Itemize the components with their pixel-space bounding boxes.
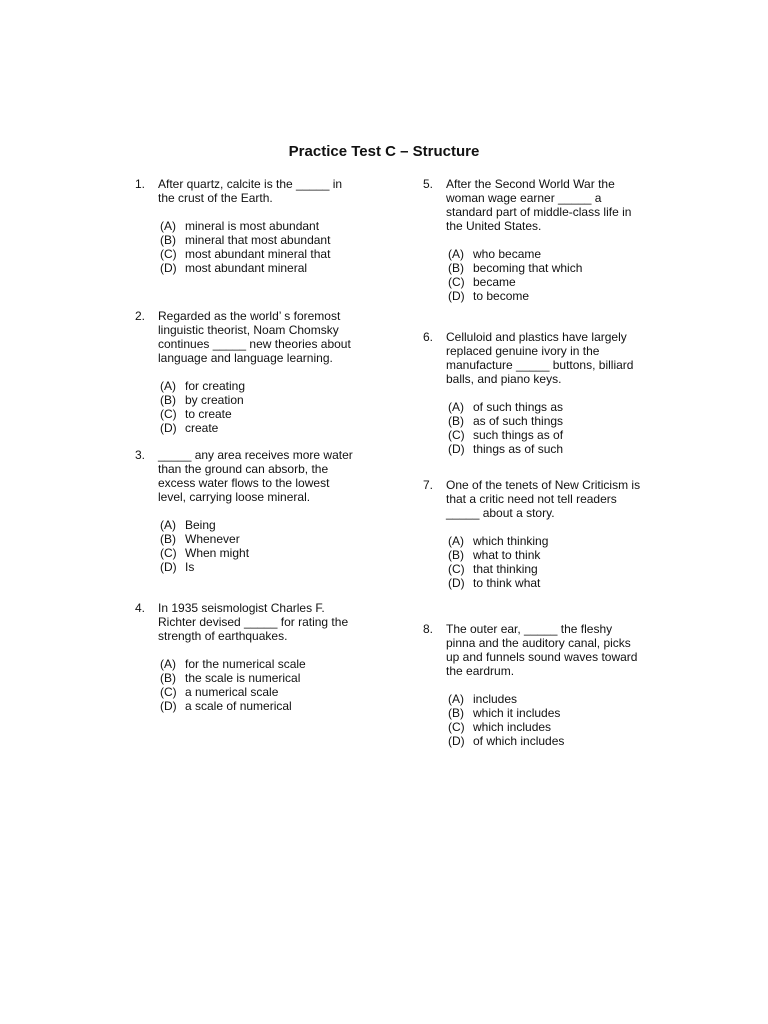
option-text: things as of such — [473, 442, 564, 456]
page-title: Practice Test C – Structure — [288, 143, 480, 160]
right-column — [423, 177, 673, 752]
answer-options — [160, 518, 385, 574]
option-text: of such things as — [473, 400, 564, 414]
answer-option — [160, 379, 385, 393]
option-letter: (B) — [448, 548, 464, 562]
answer-option — [448, 734, 673, 748]
answer-option — [160, 546, 385, 560]
option-letter: (C) — [448, 275, 465, 289]
answer-option — [448, 247, 673, 261]
option-text: for the numerical scale — [185, 657, 306, 671]
option-letter: (C) — [160, 247, 177, 261]
option-text: the scale is numerical — [185, 671, 301, 685]
option-letter: (C) — [448, 428, 465, 442]
question-stem: After quartz, calcite is the _____ in the crust of the Earth. — [158, 177, 343, 205]
answer-options — [448, 400, 673, 456]
answer-option — [448, 414, 673, 428]
answer-option — [160, 421, 385, 435]
option-letter: (B) — [448, 261, 464, 275]
option-text: Is — [185, 560, 195, 574]
question-5 — [423, 177, 673, 330]
option-letter: (B) — [160, 532, 176, 546]
option-letter: (D) — [160, 421, 177, 435]
question-3 — [135, 448, 385, 601]
option-text: includes — [473, 692, 518, 706]
question-stem: Celluloid and plastics have largely replaced genuine ivory in the manufacture _____ buttons, billiard balls, and piano keys. — [446, 330, 634, 386]
option-text: that thinking — [473, 562, 538, 576]
option-letter: (C) — [160, 546, 177, 560]
answer-option — [448, 428, 673, 442]
option-text: which it includes — [473, 706, 561, 720]
option-text: as of such things — [473, 414, 564, 428]
option-letter: (A) — [160, 657, 176, 671]
option-letter: (D) — [448, 442, 465, 456]
answer-options — [160, 379, 385, 435]
question-2 — [135, 309, 385, 448]
question-number: 7. — [423, 478, 434, 492]
option-text: such things as of — [473, 428, 564, 442]
option-letter: (B) — [160, 671, 176, 685]
left-column — [135, 177, 385, 721]
answer-option — [448, 720, 673, 734]
option-letter: (B) — [448, 706, 464, 720]
answer-option — [160, 532, 385, 546]
option-letter: (D) — [160, 261, 177, 275]
answer-option — [448, 548, 673, 562]
answer-option — [160, 393, 385, 407]
option-text: which includes — [473, 720, 552, 734]
option-text: most abundant mineral — [185, 261, 308, 275]
option-letter: (A) — [160, 219, 176, 233]
answer-option — [160, 685, 385, 699]
option-letter: (A) — [160, 379, 176, 393]
answer-option — [160, 247, 385, 261]
question-number: 1. — [135, 177, 146, 191]
answer-options — [160, 657, 385, 713]
question-4 — [135, 601, 385, 721]
question-number: 6. — [423, 330, 434, 344]
option-letter: (D) — [448, 289, 465, 303]
question-1 — [135, 177, 385, 309]
option-letter: (C) — [448, 562, 465, 576]
option-text: When might — [185, 546, 250, 560]
option-letter: (D) — [448, 576, 465, 590]
question-stem: The outer ear, _____ the fleshy pinna and the auditory canal, picks up and funnels sound waves toward the eardrum. — [446, 622, 638, 678]
option-text: mineral that most abundant — [185, 233, 331, 247]
question-number: 4. — [135, 601, 146, 615]
option-letter: (B) — [448, 414, 464, 428]
option-text: create — [185, 421, 219, 435]
question-stem: Regarded as the world’ s foremost linguistic theorist, Noam Chomsky continues _____ new theories about language and language learning. — [158, 309, 351, 365]
option-text: a scale of numerical — [185, 699, 292, 713]
option-text: to become — [473, 289, 530, 303]
answer-option — [448, 275, 673, 289]
option-text: becoming that which — [473, 261, 583, 275]
option-letter: (D) — [448, 734, 465, 748]
answer-option — [448, 562, 673, 576]
option-text: of which includes — [473, 734, 565, 748]
option-text: what to think — [473, 548, 541, 562]
option-text: became — [473, 275, 516, 289]
option-letter: (A) — [448, 534, 464, 548]
answer-option — [448, 442, 673, 456]
answer-options — [448, 534, 673, 590]
answer-option — [160, 407, 385, 421]
option-letter: (C) — [160, 685, 177, 699]
question-number: 3. — [135, 448, 146, 462]
question-stem: In 1935 seismologist Charles F. Richter devised _____ for rating the strength of earthquakes. — [158, 601, 349, 643]
answer-options — [448, 247, 673, 303]
option-letter: (A) — [448, 400, 464, 414]
question-number: 8. — [423, 622, 434, 636]
question-stem: One of the tenets of New Criticism is that a critic need not tell readers _____ about a story. — [446, 478, 641, 520]
answer-option — [448, 692, 673, 706]
answer-option — [160, 699, 385, 713]
answer-option — [160, 560, 385, 574]
option-letter: (A) — [448, 692, 464, 706]
option-letter: (A) — [448, 247, 464, 261]
answer-option — [160, 518, 385, 532]
answer-option — [448, 400, 673, 414]
option-text: to create — [185, 407, 232, 421]
answer-option — [448, 576, 673, 590]
option-text: Whenever — [185, 532, 240, 546]
option-text: which thinking — [473, 534, 549, 548]
answer-option — [448, 534, 673, 548]
question-stem: _____ any area receives more water than the ground can absorb, the excess water flows to the lowest level, carrying loose mineral. — [158, 448, 353, 504]
answer-option — [160, 261, 385, 275]
option-letter: (B) — [160, 393, 176, 407]
question-number: 2. — [135, 309, 146, 323]
answer-option — [448, 289, 673, 303]
answer-options — [160, 219, 385, 275]
option-text: by creation — [185, 393, 244, 407]
answer-option — [160, 671, 385, 685]
option-text: Being — [185, 518, 216, 532]
option-text: for creating — [185, 379, 246, 393]
answer-option — [160, 233, 385, 247]
answer-option — [448, 261, 673, 275]
option-letter: (C) — [448, 720, 465, 734]
answer-option — [160, 219, 385, 233]
question-7 — [423, 478, 673, 622]
option-text: mineral is most abundant — [185, 219, 320, 233]
option-letter: (D) — [160, 699, 177, 713]
question-8 — [423, 622, 673, 752]
option-letter: (C) — [160, 407, 177, 421]
option-letter: (D) — [160, 560, 177, 574]
option-text: who became — [473, 247, 542, 261]
option-letter: (A) — [160, 518, 176, 532]
question-6 — [423, 330, 673, 478]
answer-option — [448, 706, 673, 720]
option-text: to think what — [473, 576, 541, 590]
question-number: 5. — [423, 177, 434, 191]
answer-options — [448, 692, 673, 748]
question-stem: After the Second World War the woman wage earner _____ a standard part of middle-class life in the United States. — [446, 177, 632, 233]
option-text: a numerical scale — [185, 685, 279, 699]
option-letter: (B) — [160, 233, 176, 247]
option-text: most abundant mineral that — [185, 247, 331, 261]
answer-option — [160, 657, 385, 671]
